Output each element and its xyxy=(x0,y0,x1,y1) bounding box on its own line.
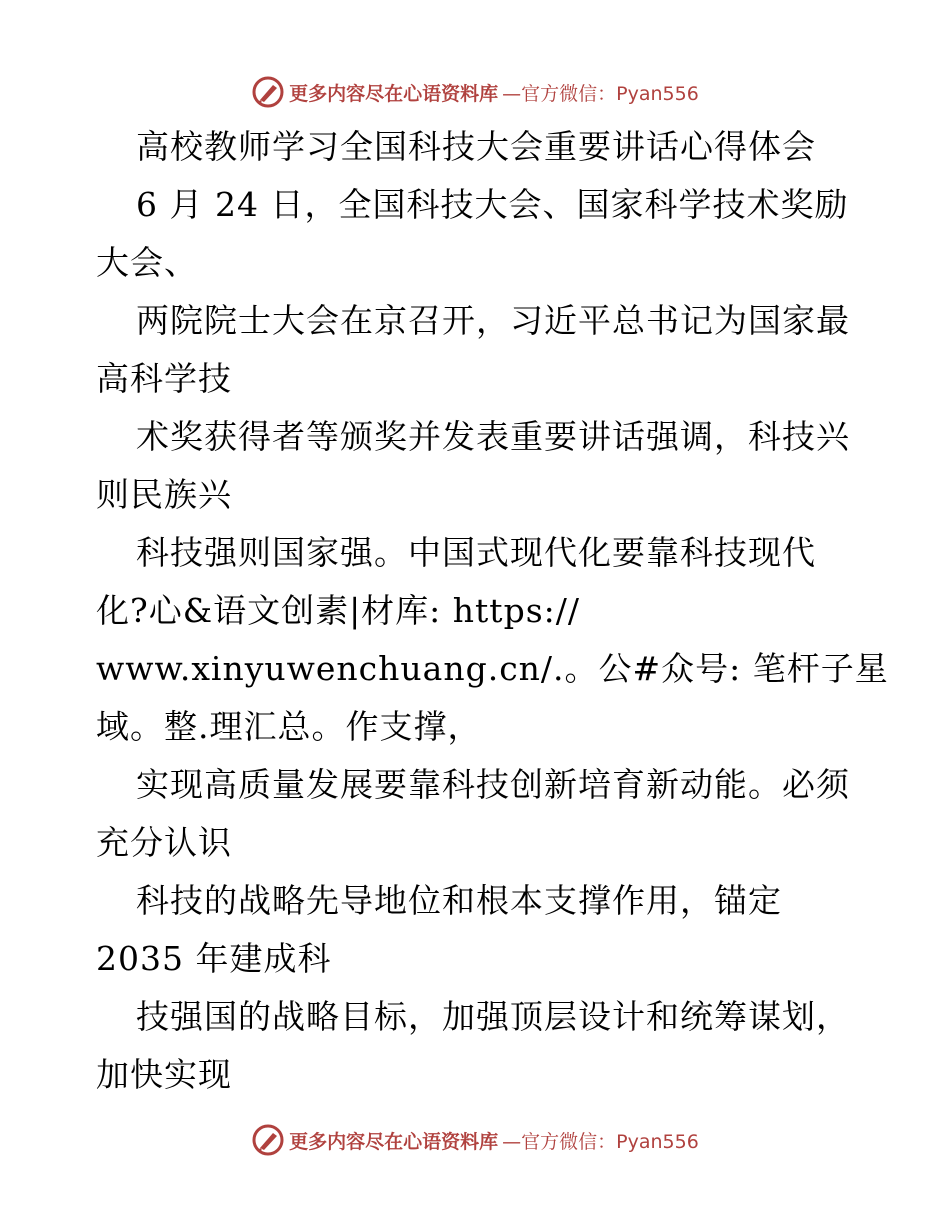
text-line: 6 月 24 日，全国科技大会、国家科学技术奖励 xyxy=(136,185,849,224)
text-line: 2035 年建成科 xyxy=(96,939,332,978)
watermark-lead: 更多内容尽在心语资料库 xyxy=(289,1130,499,1153)
text-line: 化?心&语文创素|材库: https:// xyxy=(96,591,580,630)
watermark-lead: 更多内容尽在心语资料库 xyxy=(289,82,499,105)
text-line: 实现高质量发展要靠科技创新培育新动能。必须 xyxy=(136,765,850,804)
text-line: 充分认识 xyxy=(96,823,232,862)
header-watermark xyxy=(0,72,950,112)
document-body xyxy=(96,118,889,1104)
text-line: 则民族兴 xyxy=(96,475,232,514)
text-line: 两院院士大会在京召开，习近平总书记为国家最 xyxy=(136,301,850,340)
text-line: 技强国的战略目标，加强顶层设计和统筹谋划， xyxy=(136,997,850,1036)
pen-logo-icon xyxy=(251,75,285,109)
text-line: 高科学技 xyxy=(96,359,232,398)
watermark-tail: —官方微信：Pyan556 xyxy=(502,1130,699,1153)
text-line: 高校教师学习全国科技大会重要讲话心得体会 xyxy=(136,127,816,166)
text-line: www.xinyuwenchuang.cn/.。公#众号: 笔杆子星 xyxy=(96,649,889,688)
text-line: 加快实现 xyxy=(96,1055,232,1094)
text-line: 域。整.理汇总。作支撑， xyxy=(96,707,482,746)
watermark-tail: —官方微信：Pyan556 xyxy=(502,82,699,105)
footer-watermark xyxy=(0,1120,950,1160)
text-line: 科技强则国家强。中国式现代化要靠科技现代 xyxy=(136,533,816,572)
text-line: 术奖获得者等颁奖并发表重要讲话强调，科技兴 xyxy=(136,417,850,456)
pen-logo-icon xyxy=(251,1123,285,1157)
text-line: 大会、 xyxy=(96,243,198,282)
text-line: 科技的战略先导地位和根本支撑作用，锚定 xyxy=(136,881,782,920)
